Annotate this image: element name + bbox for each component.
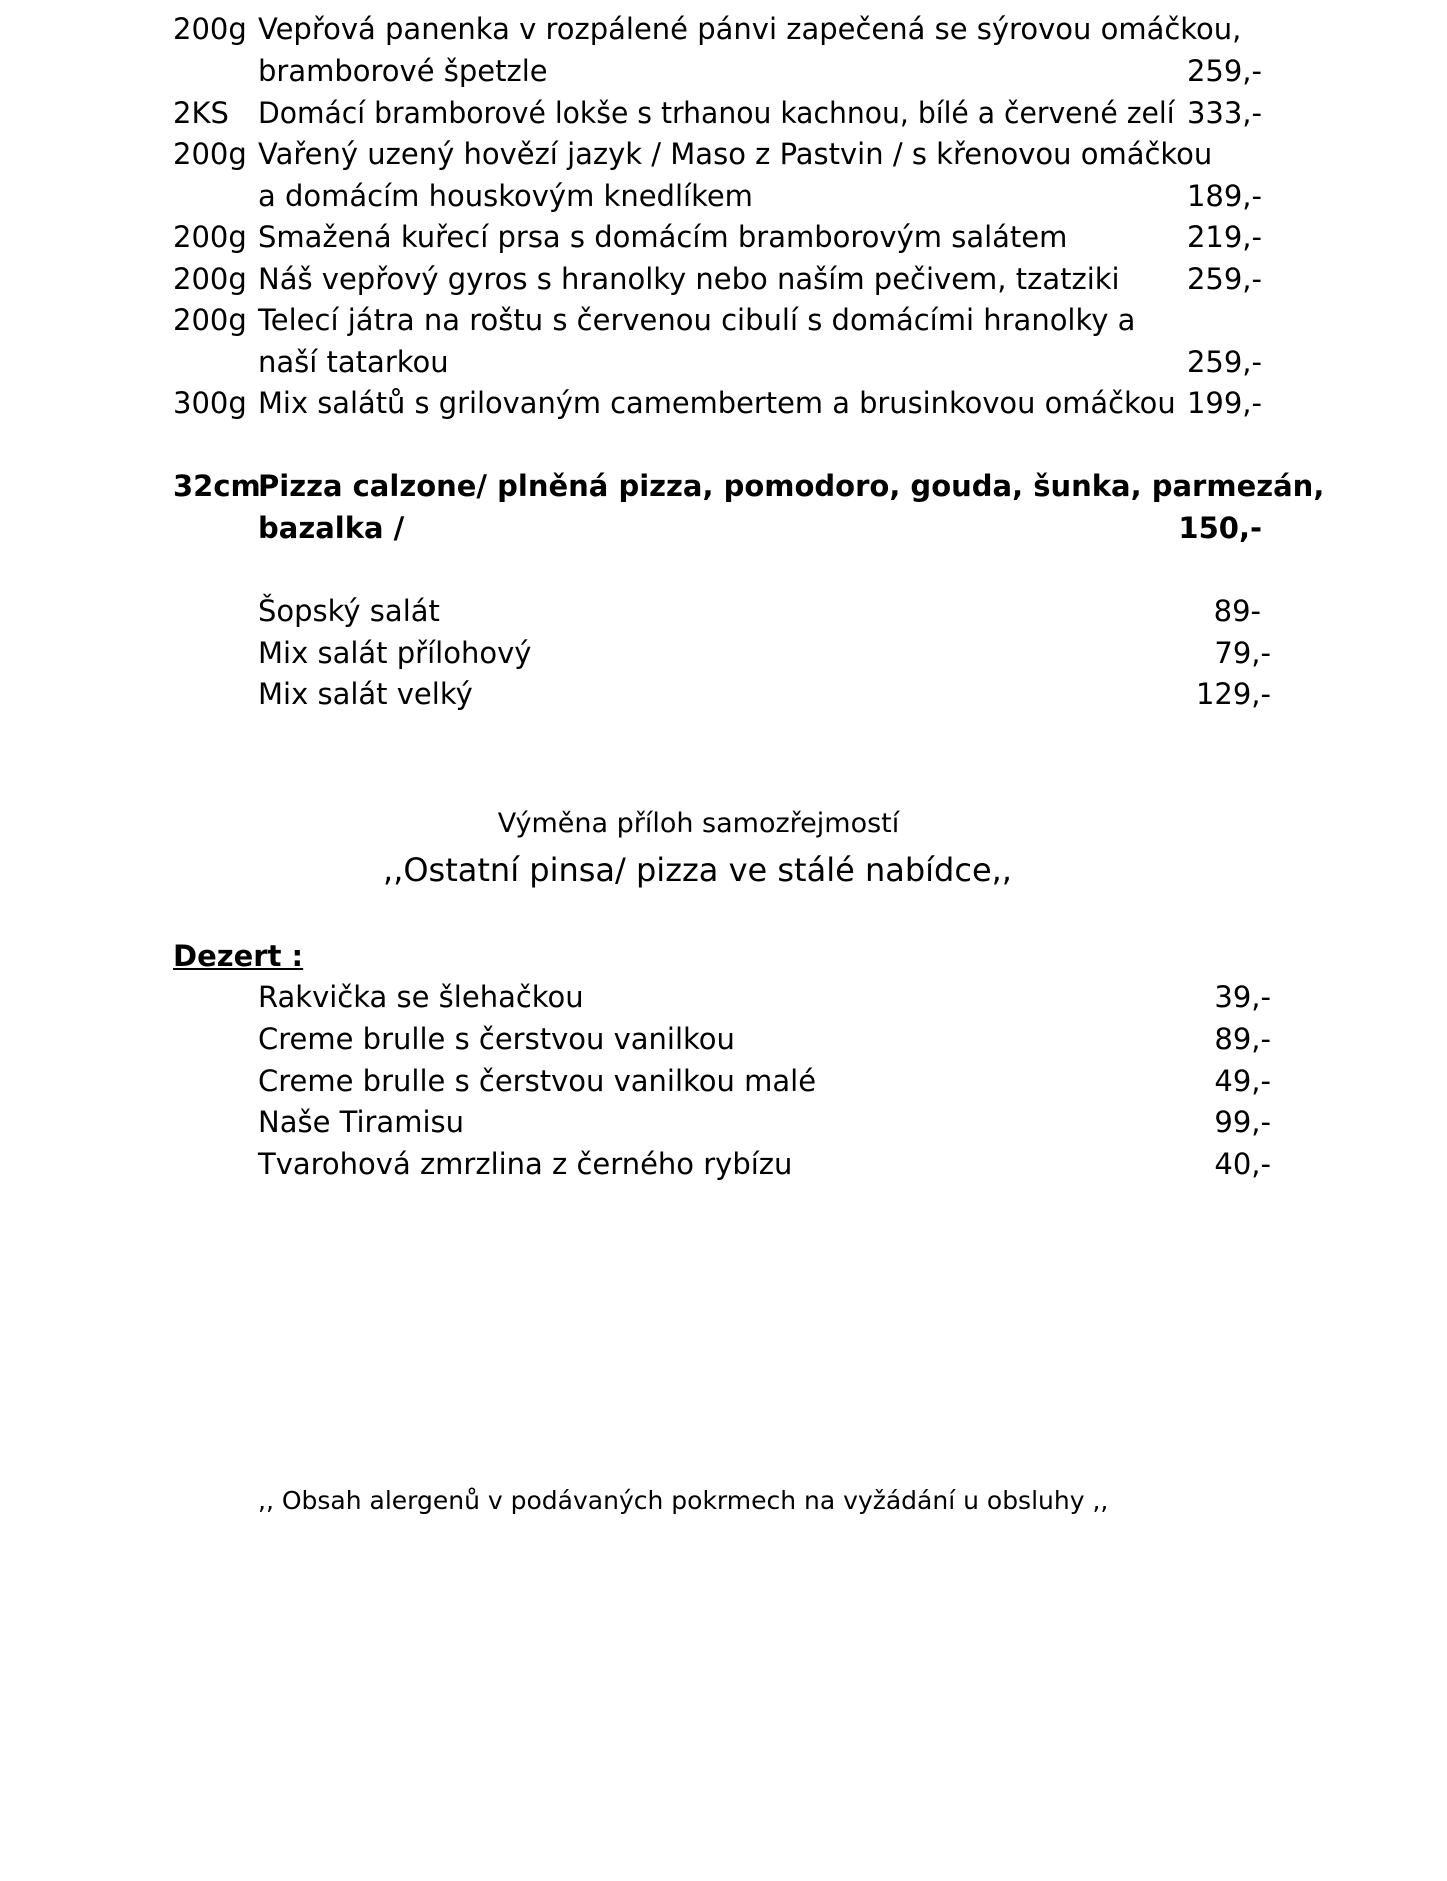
item-description: Náš vepřový gyros s hranolky nebo naším pečivem, tzatziki: [258, 262, 1120, 296]
item-price: 333,-: [1186, 96, 1262, 130]
item-description: Rakvička se šlehačkou: [258, 980, 584, 1014]
dessert-item-tiramisu: [0, 1101, 1447, 1143]
menu-item-gyros: [0, 258, 1447, 300]
allergen-notice: ,, Obsah alergenů v podávaných pokrmech na vyžádání u obsluhy ,,: [258, 1486, 1109, 1515]
item-quantity: 200g: [173, 220, 247, 254]
menu-item-pork-tenderloin-cont: [0, 50, 1447, 92]
menu-item-pizza-calzone: [0, 465, 1447, 507]
item-price: 79,-: [1214, 636, 1271, 670]
item-price: 259,-: [1186, 262, 1262, 296]
item-description: Mix salát přílohový: [258, 636, 532, 670]
item-price: 40,-: [1214, 1147, 1271, 1181]
menu-item-beef-tongue-cont: [0, 175, 1447, 217]
menu-item-pork-tenderloin: [0, 8, 1447, 50]
item-quantity: 300g: [173, 386, 247, 420]
item-description: Vepřová panenka v rozpálené pánvi zapečená se sýrovou omáčkou,: [258, 12, 1242, 46]
item-price: 259,-: [1186, 54, 1262, 88]
menu-item-beef-tongue: [0, 133, 1447, 175]
salad-item-sopsky: [0, 590, 1447, 632]
item-description: Pizza calzone/ plněná pizza, pomodoro, gouda, šunka, parmezán,: [258, 469, 1325, 503]
item-description: Vařený uzený hovězí jazyk / Maso z Pastvin / s křenovou omáčkou: [258, 137, 1213, 171]
salad-item-side-mix: [0, 632, 1447, 674]
item-price: 39,-: [1214, 980, 1271, 1014]
item-description: bramborové špetzle: [258, 54, 548, 88]
item-quantity: 200g: [173, 137, 247, 171]
item-description: Mix salát velký: [258, 677, 473, 711]
side-swap-notice: Výměna příloh samozřejmostí: [497, 808, 900, 839]
item-price: 99,-: [1214, 1105, 1271, 1139]
item-description: Smažená kuřecí prsa s domácím bramborovým salátem: [258, 220, 1068, 254]
item-quantity: 200g: [173, 12, 247, 46]
menu-item-chicken-breast: [0, 216, 1447, 258]
menu-item-potato-lokse: [0, 92, 1447, 134]
item-price: 49,-: [1214, 1064, 1271, 1098]
menu-item-veal-liver: [0, 299, 1447, 341]
item-description: naší tatarkou: [258, 345, 449, 379]
item-price: 150,-: [1178, 511, 1262, 545]
item-price: 199,-: [1186, 386, 1262, 420]
menu-item-pizza-calzone-cont: [0, 507, 1447, 549]
other-pizza-notice: ,,Ostatní pinsa/ pizza ve stálé nabídce,,: [383, 851, 1012, 889]
item-description: Domácí bramborové lokše s trhanou kachnou, bílé a červené zelí: [258, 96, 1175, 130]
salad-item-large-mix: [0, 673, 1447, 715]
item-price: 219,-: [1186, 220, 1262, 254]
item-description: Šopský salát: [258, 594, 440, 628]
item-description: Creme brulle s čerstvou vanilkou: [258, 1022, 735, 1056]
item-quantity: 32cm: [173, 469, 261, 503]
dessert-item-currant-ice-cream: [0, 1143, 1447, 1185]
item-description: Mix salátů s grilovaným camembertem a brusinkovou omáčkou: [258, 386, 1176, 420]
item-description: Tvarohová zmrzlina z černého rybízu: [258, 1147, 793, 1181]
item-quantity: 200g: [173, 303, 247, 337]
item-price: 259,-: [1186, 345, 1262, 379]
item-price: 129,-: [1195, 677, 1271, 711]
menu-item-veal-liver-cont: [0, 341, 1447, 383]
item-description: bazalka /: [258, 511, 405, 545]
dessert-item-creme-brulle: [0, 1018, 1447, 1060]
item-description: Naše Tiramisu: [258, 1105, 465, 1139]
item-quantity: 2KS: [173, 96, 229, 130]
item-description: a domácím houskovým knedlíkem: [258, 179, 753, 213]
dessert-item-creme-brulle-small: [0, 1060, 1447, 1102]
menu-item-camembert-salad: [0, 382, 1447, 424]
item-price: 89,-: [1214, 1022, 1271, 1056]
item-description: Telecí játra na roštu s červenou cibulí s domácími hranolky a: [258, 303, 1136, 337]
item-description: Creme brulle s čerstvou vanilkou malé: [258, 1064, 817, 1098]
item-price: 189,-: [1186, 179, 1262, 213]
item-quantity: 200g: [173, 262, 247, 296]
dessert-heading: Dezert :: [173, 939, 304, 973]
item-price: 89-: [1213, 594, 1261, 628]
dessert-item-rakvicka: [0, 976, 1447, 1018]
